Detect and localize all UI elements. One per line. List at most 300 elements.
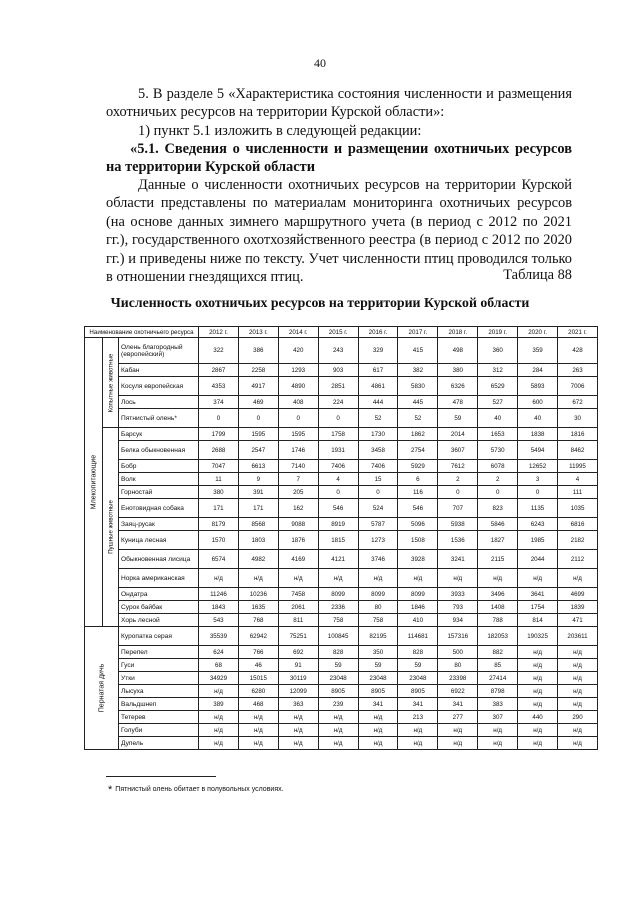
header-year: 2013 г. xyxy=(238,327,278,338)
value-cell: 8568 xyxy=(238,518,278,531)
table-row xyxy=(85,685,598,698)
value-cell: 263 xyxy=(558,364,598,377)
value-cell: 758 xyxy=(318,614,358,627)
hunting-resources-table xyxy=(84,326,598,750)
value-cell: 2182 xyxy=(558,531,598,550)
table-row xyxy=(85,737,598,750)
value-cell: н/д xyxy=(518,737,558,750)
resource-name: Куница лесная xyxy=(119,531,199,550)
value-cell: 383 xyxy=(478,698,518,711)
value-cell: н/д xyxy=(318,569,358,588)
value-cell: 707 xyxy=(438,499,478,518)
value-cell: 277 xyxy=(438,711,478,724)
value-cell: 8798 xyxy=(478,685,518,698)
value-cell: 527 xyxy=(478,396,518,409)
value-cell: 828 xyxy=(398,646,438,659)
value-cell: 934 xyxy=(438,614,478,627)
value-cell: н/д xyxy=(558,659,598,672)
value-cell: 1135 xyxy=(518,499,558,518)
value-cell: 40 xyxy=(518,409,558,428)
value-cell: 2547 xyxy=(238,441,278,460)
value-cell: 52 xyxy=(398,409,438,428)
value-cell: 341 xyxy=(438,698,478,711)
value-cell: 2754 xyxy=(398,441,438,460)
value-cell: 4169 xyxy=(278,550,318,569)
value-cell: 341 xyxy=(358,698,398,711)
value-cell: 80 xyxy=(358,601,398,614)
value-cell: 5893 xyxy=(518,377,558,396)
value-cell: 445 xyxy=(398,396,438,409)
value-cell: 2044 xyxy=(518,550,558,569)
value-cell: 157316 xyxy=(438,627,478,646)
value-cell: 1985 xyxy=(518,531,558,550)
value-cell: 1862 xyxy=(398,428,438,441)
value-cell: 114681 xyxy=(398,627,438,646)
value-cell: 4861 xyxy=(358,377,398,396)
value-cell: 2014 xyxy=(438,428,478,441)
value-cell: 5730 xyxy=(478,441,518,460)
resource-name: Гуси xyxy=(119,659,199,672)
value-cell: 5846 xyxy=(478,518,518,531)
value-cell: 823 xyxy=(478,499,518,518)
value-cell: н/д xyxy=(199,724,239,737)
subgroup-label-hoofed xyxy=(103,338,119,428)
value-cell: 903 xyxy=(318,364,358,377)
resource-name: Ондатра xyxy=(119,588,199,601)
value-cell: 59 xyxy=(398,659,438,672)
value-cell: 329 xyxy=(358,338,398,364)
value-cell: 7612 xyxy=(438,460,478,473)
value-cell: 190325 xyxy=(518,627,558,646)
value-cell: 469 xyxy=(238,396,278,409)
value-cell: 389 xyxy=(199,698,239,711)
value-cell: 428 xyxy=(558,338,598,364)
value-cell: 524 xyxy=(358,499,398,518)
value-cell: 1839 xyxy=(558,601,598,614)
value-cell: н/д xyxy=(518,685,558,698)
value-cell: 2 xyxy=(438,473,478,486)
value-cell: 768 xyxy=(238,614,278,627)
value-cell: н/д xyxy=(518,698,558,711)
table-row xyxy=(85,486,598,499)
value-cell: 111 xyxy=(558,486,598,499)
value-cell: 205 xyxy=(278,486,318,499)
value-cell: 1653 xyxy=(478,428,518,441)
value-cell: н/д xyxy=(278,711,318,724)
value-cell: н/д xyxy=(518,659,558,672)
resource-name: Куропатка серая xyxy=(119,627,199,646)
value-cell: 0 xyxy=(518,486,558,499)
value-cell: 1803 xyxy=(238,531,278,550)
group-label-text: Млекопитающие xyxy=(90,454,97,510)
value-cell: 6326 xyxy=(438,377,478,396)
value-cell: 1843 xyxy=(199,601,239,614)
value-cell: 3746 xyxy=(358,550,398,569)
value-cell: 788 xyxy=(478,614,518,627)
value-cell: 171 xyxy=(199,499,239,518)
value-cell: 213 xyxy=(398,711,438,724)
value-cell: 500 xyxy=(438,646,478,659)
value-cell: н/д xyxy=(558,698,598,711)
header-year: 2016 г. xyxy=(358,327,398,338)
value-cell: 1746 xyxy=(278,441,318,460)
table-row xyxy=(85,659,598,672)
resource-name: Норка американская xyxy=(119,569,199,588)
value-cell: 1635 xyxy=(238,601,278,614)
resource-name: Пятнистый олень* xyxy=(119,409,199,428)
value-cell: 391 xyxy=(238,486,278,499)
value-cell: 546 xyxy=(318,499,358,518)
resource-name: Заяц-русак xyxy=(119,518,199,531)
value-cell: 40 xyxy=(478,409,518,428)
value-cell: 692 xyxy=(278,646,318,659)
value-cell: н/д xyxy=(318,711,358,724)
header-year: 2017 г. xyxy=(398,327,438,338)
table-row xyxy=(85,646,598,659)
value-cell: 758 xyxy=(358,614,398,627)
resource-name: Барсук xyxy=(119,428,199,441)
resource-name: Утки xyxy=(119,672,199,685)
value-cell: н/д xyxy=(398,569,438,588)
value-cell: 1799 xyxy=(199,428,239,441)
value-cell: 410 xyxy=(398,614,438,627)
subgroup-label-fur xyxy=(103,428,119,627)
value-cell: н/д xyxy=(199,737,239,750)
value-cell: 6243 xyxy=(518,518,558,531)
value-cell: 1827 xyxy=(478,531,518,550)
value-cell: 341 xyxy=(398,698,438,711)
table-row xyxy=(85,672,598,685)
value-cell: н/д xyxy=(398,724,438,737)
value-cell: н/д xyxy=(358,724,398,737)
value-cell: 239 xyxy=(318,698,358,711)
value-cell: 1815 xyxy=(318,531,358,550)
value-cell: н/д xyxy=(238,569,278,588)
value-cell: 100845 xyxy=(318,627,358,646)
value-cell: 1816 xyxy=(558,428,598,441)
footnote-text: Пятнистый олень обитает в полувольных условиях. xyxy=(115,786,284,793)
table-row xyxy=(85,499,598,518)
value-cell: 85 xyxy=(478,659,518,672)
value-cell: н/д xyxy=(199,711,239,724)
value-cell: 350 xyxy=(358,646,398,659)
header-year: 2021 г. xyxy=(558,327,598,338)
value-cell: н/д xyxy=(358,711,398,724)
resource-name: Горностай xyxy=(119,486,199,499)
value-cell: 6816 xyxy=(558,518,598,531)
value-cell: 546 xyxy=(398,499,438,518)
value-cell: 363 xyxy=(278,698,318,711)
table-row xyxy=(85,698,598,711)
value-cell: 415 xyxy=(398,338,438,364)
header-name-cell: Наименование охотничьего ресурса xyxy=(85,327,199,338)
intro-paragraph-4: Данные о численности охотничьих ресурсов на территории Курской области представлены по материалам мониторинга охотничьих ресурсов (на основе данных зимнего маршрутного учета (в период с 2012 по 2021 гг.), государственного охотхозяйственного реестра (в период с 2012 по 2020 гг.) и приведены ниже по тексту. Учет численности птиц проводился только в отношении гнездящихся птиц. xyxy=(106,177,572,286)
resource-name: Кабан xyxy=(119,364,199,377)
value-cell: н/д xyxy=(438,569,478,588)
value-cell: 284 xyxy=(518,364,558,377)
value-cell: 2867 xyxy=(199,364,239,377)
value-cell: 3933 xyxy=(438,588,478,601)
intro-paragraph-1: 5. В разделе 5 «Характеристика состояния численности и размещения охотничьих ресурсов на территории Курской области»: xyxy=(106,86,572,121)
table-row xyxy=(85,614,598,627)
header-year: 2018 г. xyxy=(438,327,478,338)
value-cell: 8462 xyxy=(558,441,598,460)
value-cell: 9088 xyxy=(278,518,318,531)
value-cell: 766 xyxy=(238,646,278,659)
value-cell: н/д xyxy=(238,737,278,750)
value-cell: 380 xyxy=(199,486,239,499)
value-cell: 1273 xyxy=(358,531,398,550)
table-row xyxy=(85,601,598,614)
value-cell: 171 xyxy=(238,499,278,518)
value-cell: 1536 xyxy=(438,531,478,550)
value-cell: 2258 xyxy=(238,364,278,377)
table-row xyxy=(85,364,598,377)
value-cell: 2688 xyxy=(199,441,239,460)
value-cell: 3928 xyxy=(398,550,438,569)
value-cell: 359 xyxy=(518,338,558,364)
value-cell: 5787 xyxy=(358,518,398,531)
value-cell: 7406 xyxy=(358,460,398,473)
resource-name: Сурок байбак xyxy=(119,601,199,614)
value-cell: н/д xyxy=(518,569,558,588)
value-cell: 7 xyxy=(278,473,318,486)
value-cell: 162 xyxy=(278,499,318,518)
value-cell: 1508 xyxy=(398,531,438,550)
value-cell: 30 xyxy=(558,409,598,428)
value-cell: 243 xyxy=(318,338,358,364)
resource-name: Вальдшнеп xyxy=(119,698,199,711)
value-cell: 380 xyxy=(438,364,478,377)
value-cell: н/д xyxy=(278,737,318,750)
value-cell: 360 xyxy=(478,338,518,364)
value-cell: 828 xyxy=(318,646,358,659)
value-cell: 1838 xyxy=(518,428,558,441)
table-row xyxy=(85,627,598,646)
value-cell: 2851 xyxy=(318,377,358,396)
value-cell: 2061 xyxy=(278,601,318,614)
value-cell: 182053 xyxy=(478,627,518,646)
resource-name: Голуби xyxy=(119,724,199,737)
value-cell: 420 xyxy=(278,338,318,364)
table-row xyxy=(85,409,598,428)
value-cell: 322 xyxy=(199,338,239,364)
value-cell: 23048 xyxy=(318,672,358,685)
value-cell: н/д xyxy=(318,724,358,737)
table-row xyxy=(85,518,598,531)
value-cell: 6078 xyxy=(478,460,518,473)
value-cell: 6 xyxy=(398,473,438,486)
value-cell: 6280 xyxy=(238,685,278,698)
value-cell: 15015 xyxy=(238,672,278,685)
value-cell: 0 xyxy=(358,486,398,499)
value-cell: 0 xyxy=(238,409,278,428)
value-cell: 12099 xyxy=(278,685,318,698)
value-cell: 3496 xyxy=(478,588,518,601)
value-cell: 6613 xyxy=(238,460,278,473)
value-cell: 8099 xyxy=(358,588,398,601)
subgroup-label-text: Копытные животные xyxy=(107,353,114,412)
value-cell: 624 xyxy=(199,646,239,659)
value-cell: 3241 xyxy=(438,550,478,569)
value-cell: 793 xyxy=(438,601,478,614)
value-cell: 11246 xyxy=(199,588,239,601)
value-cell: 882 xyxy=(478,646,518,659)
value-cell: 8905 xyxy=(398,685,438,698)
value-cell: 11 xyxy=(199,473,239,486)
value-cell: 46 xyxy=(238,659,278,672)
value-cell: 23398 xyxy=(438,672,478,685)
value-cell: 7140 xyxy=(278,460,318,473)
value-cell: 478 xyxy=(438,396,478,409)
table-row xyxy=(85,569,598,588)
table-row xyxy=(85,550,598,569)
value-cell: н/д xyxy=(558,672,598,685)
value-cell: 30119 xyxy=(278,672,318,685)
group-label-birds xyxy=(85,627,119,750)
value-cell: н/д xyxy=(438,724,478,737)
table-row xyxy=(85,338,598,364)
header-year: 2020 г. xyxy=(518,327,558,338)
value-cell: 600 xyxy=(518,396,558,409)
value-cell: 7458 xyxy=(278,588,318,601)
value-cell: 23048 xyxy=(398,672,438,685)
value-cell: н/д xyxy=(199,685,239,698)
table-row xyxy=(85,724,598,737)
value-cell: 3641 xyxy=(518,588,558,601)
table-row xyxy=(85,473,598,486)
footnote xyxy=(108,784,284,796)
value-cell: 11995 xyxy=(558,460,598,473)
header-year: 2012 г. xyxy=(199,327,239,338)
value-cell: 382 xyxy=(398,364,438,377)
value-cell: 5938 xyxy=(438,518,478,531)
resource-name: Енотовидная собака xyxy=(119,499,199,518)
value-cell: 0 xyxy=(199,409,239,428)
value-cell: 23048 xyxy=(358,672,398,685)
value-cell: н/д xyxy=(518,646,558,659)
value-cell: 27414 xyxy=(478,672,518,685)
value-cell: 2 xyxy=(478,473,518,486)
value-cell: 0 xyxy=(278,409,318,428)
value-cell: 4353 xyxy=(199,377,239,396)
value-cell: 4121 xyxy=(318,550,358,569)
resource-name: Косуля европейская xyxy=(119,377,199,396)
value-cell: н/д xyxy=(558,724,598,737)
value-cell: 1931 xyxy=(318,441,358,460)
value-cell: 1758 xyxy=(318,428,358,441)
value-cell: 82195 xyxy=(358,627,398,646)
value-cell: 0 xyxy=(478,486,518,499)
value-cell: 7406 xyxy=(318,460,358,473)
value-cell: н/д xyxy=(278,724,318,737)
resource-name: Перепел xyxy=(119,646,199,659)
value-cell: 672 xyxy=(558,396,598,409)
value-cell: 75251 xyxy=(278,627,318,646)
value-cell: н/д xyxy=(278,569,318,588)
value-cell: 1876 xyxy=(278,531,318,550)
intro-paragraph-2: 1) пункт 5.1 изложить в следующей редакции: xyxy=(138,123,422,139)
value-cell: 35539 xyxy=(199,627,239,646)
value-cell: 5929 xyxy=(398,460,438,473)
value-cell: 1570 xyxy=(199,531,239,550)
resource-name: Обыкновенная лисица xyxy=(119,550,199,569)
table-body xyxy=(85,338,598,750)
value-cell: н/д xyxy=(518,724,558,737)
value-cell: 68 xyxy=(199,659,239,672)
value-cell: 8905 xyxy=(318,685,358,698)
resource-name: Олень благородный (европейский) xyxy=(119,338,199,364)
table-row xyxy=(85,428,598,441)
value-cell: 814 xyxy=(518,614,558,627)
value-cell: 1035 xyxy=(558,499,598,518)
value-cell: 307 xyxy=(478,711,518,724)
value-cell: 374 xyxy=(199,396,239,409)
value-cell: н/д xyxy=(558,569,598,588)
value-cell: н/д xyxy=(318,737,358,750)
subgroup-label-text: Пушные животные xyxy=(107,500,114,554)
resource-name: Лысуха xyxy=(119,685,199,698)
value-cell: 10236 xyxy=(238,588,278,601)
value-cell: 1408 xyxy=(478,601,518,614)
resource-name: Хорь лесной xyxy=(119,614,199,627)
value-cell: н/д xyxy=(199,569,239,588)
table-title: Численность охотничьих ресурсов на территории Курской области xyxy=(110,295,530,310)
group-label-text: Пернатая дичь xyxy=(98,663,105,713)
value-cell: н/д xyxy=(238,724,278,737)
value-cell: н/д xyxy=(358,737,398,750)
page-number: 40 xyxy=(314,56,326,70)
value-cell: 444 xyxy=(358,396,398,409)
value-cell: 0 xyxy=(438,486,478,499)
value-cell: н/д xyxy=(478,569,518,588)
table-row xyxy=(85,531,598,550)
section-heading: «5.1. Сведения о численности и размещении охотничьих ресурсов на территории Курской области xyxy=(106,141,572,176)
value-cell: 617 xyxy=(358,364,398,377)
value-cell: 80 xyxy=(438,659,478,672)
value-cell: 1754 xyxy=(518,601,558,614)
table-header-row xyxy=(85,327,598,338)
value-cell: н/д xyxy=(238,711,278,724)
value-cell: н/д xyxy=(358,569,398,588)
value-cell: н/д xyxy=(478,724,518,737)
value-cell: 543 xyxy=(199,614,239,627)
header-year: 2015 г. xyxy=(318,327,358,338)
value-cell: н/д xyxy=(438,737,478,750)
value-cell: 811 xyxy=(278,614,318,627)
value-cell: 1595 xyxy=(238,428,278,441)
table-number: Таблица 88 xyxy=(503,267,572,283)
value-cell: 8099 xyxy=(318,588,358,601)
value-cell: 203611 xyxy=(558,627,598,646)
value-cell: 0 xyxy=(318,486,358,499)
value-cell: 4982 xyxy=(238,550,278,569)
value-cell: 386 xyxy=(238,338,278,364)
value-cell: н/д xyxy=(478,737,518,750)
value-cell: 7006 xyxy=(558,377,598,396)
value-cell: 59 xyxy=(358,659,398,672)
value-cell: 2336 xyxy=(318,601,358,614)
value-cell: н/д xyxy=(558,737,598,750)
value-cell: 8905 xyxy=(358,685,398,698)
value-cell: 9 xyxy=(238,473,278,486)
value-cell: 4890 xyxy=(278,377,318,396)
value-cell: 1730 xyxy=(358,428,398,441)
value-cell: 8179 xyxy=(199,518,239,531)
footnote-divider xyxy=(106,776,216,777)
value-cell: н/д xyxy=(558,685,598,698)
value-cell: 52 xyxy=(358,409,398,428)
